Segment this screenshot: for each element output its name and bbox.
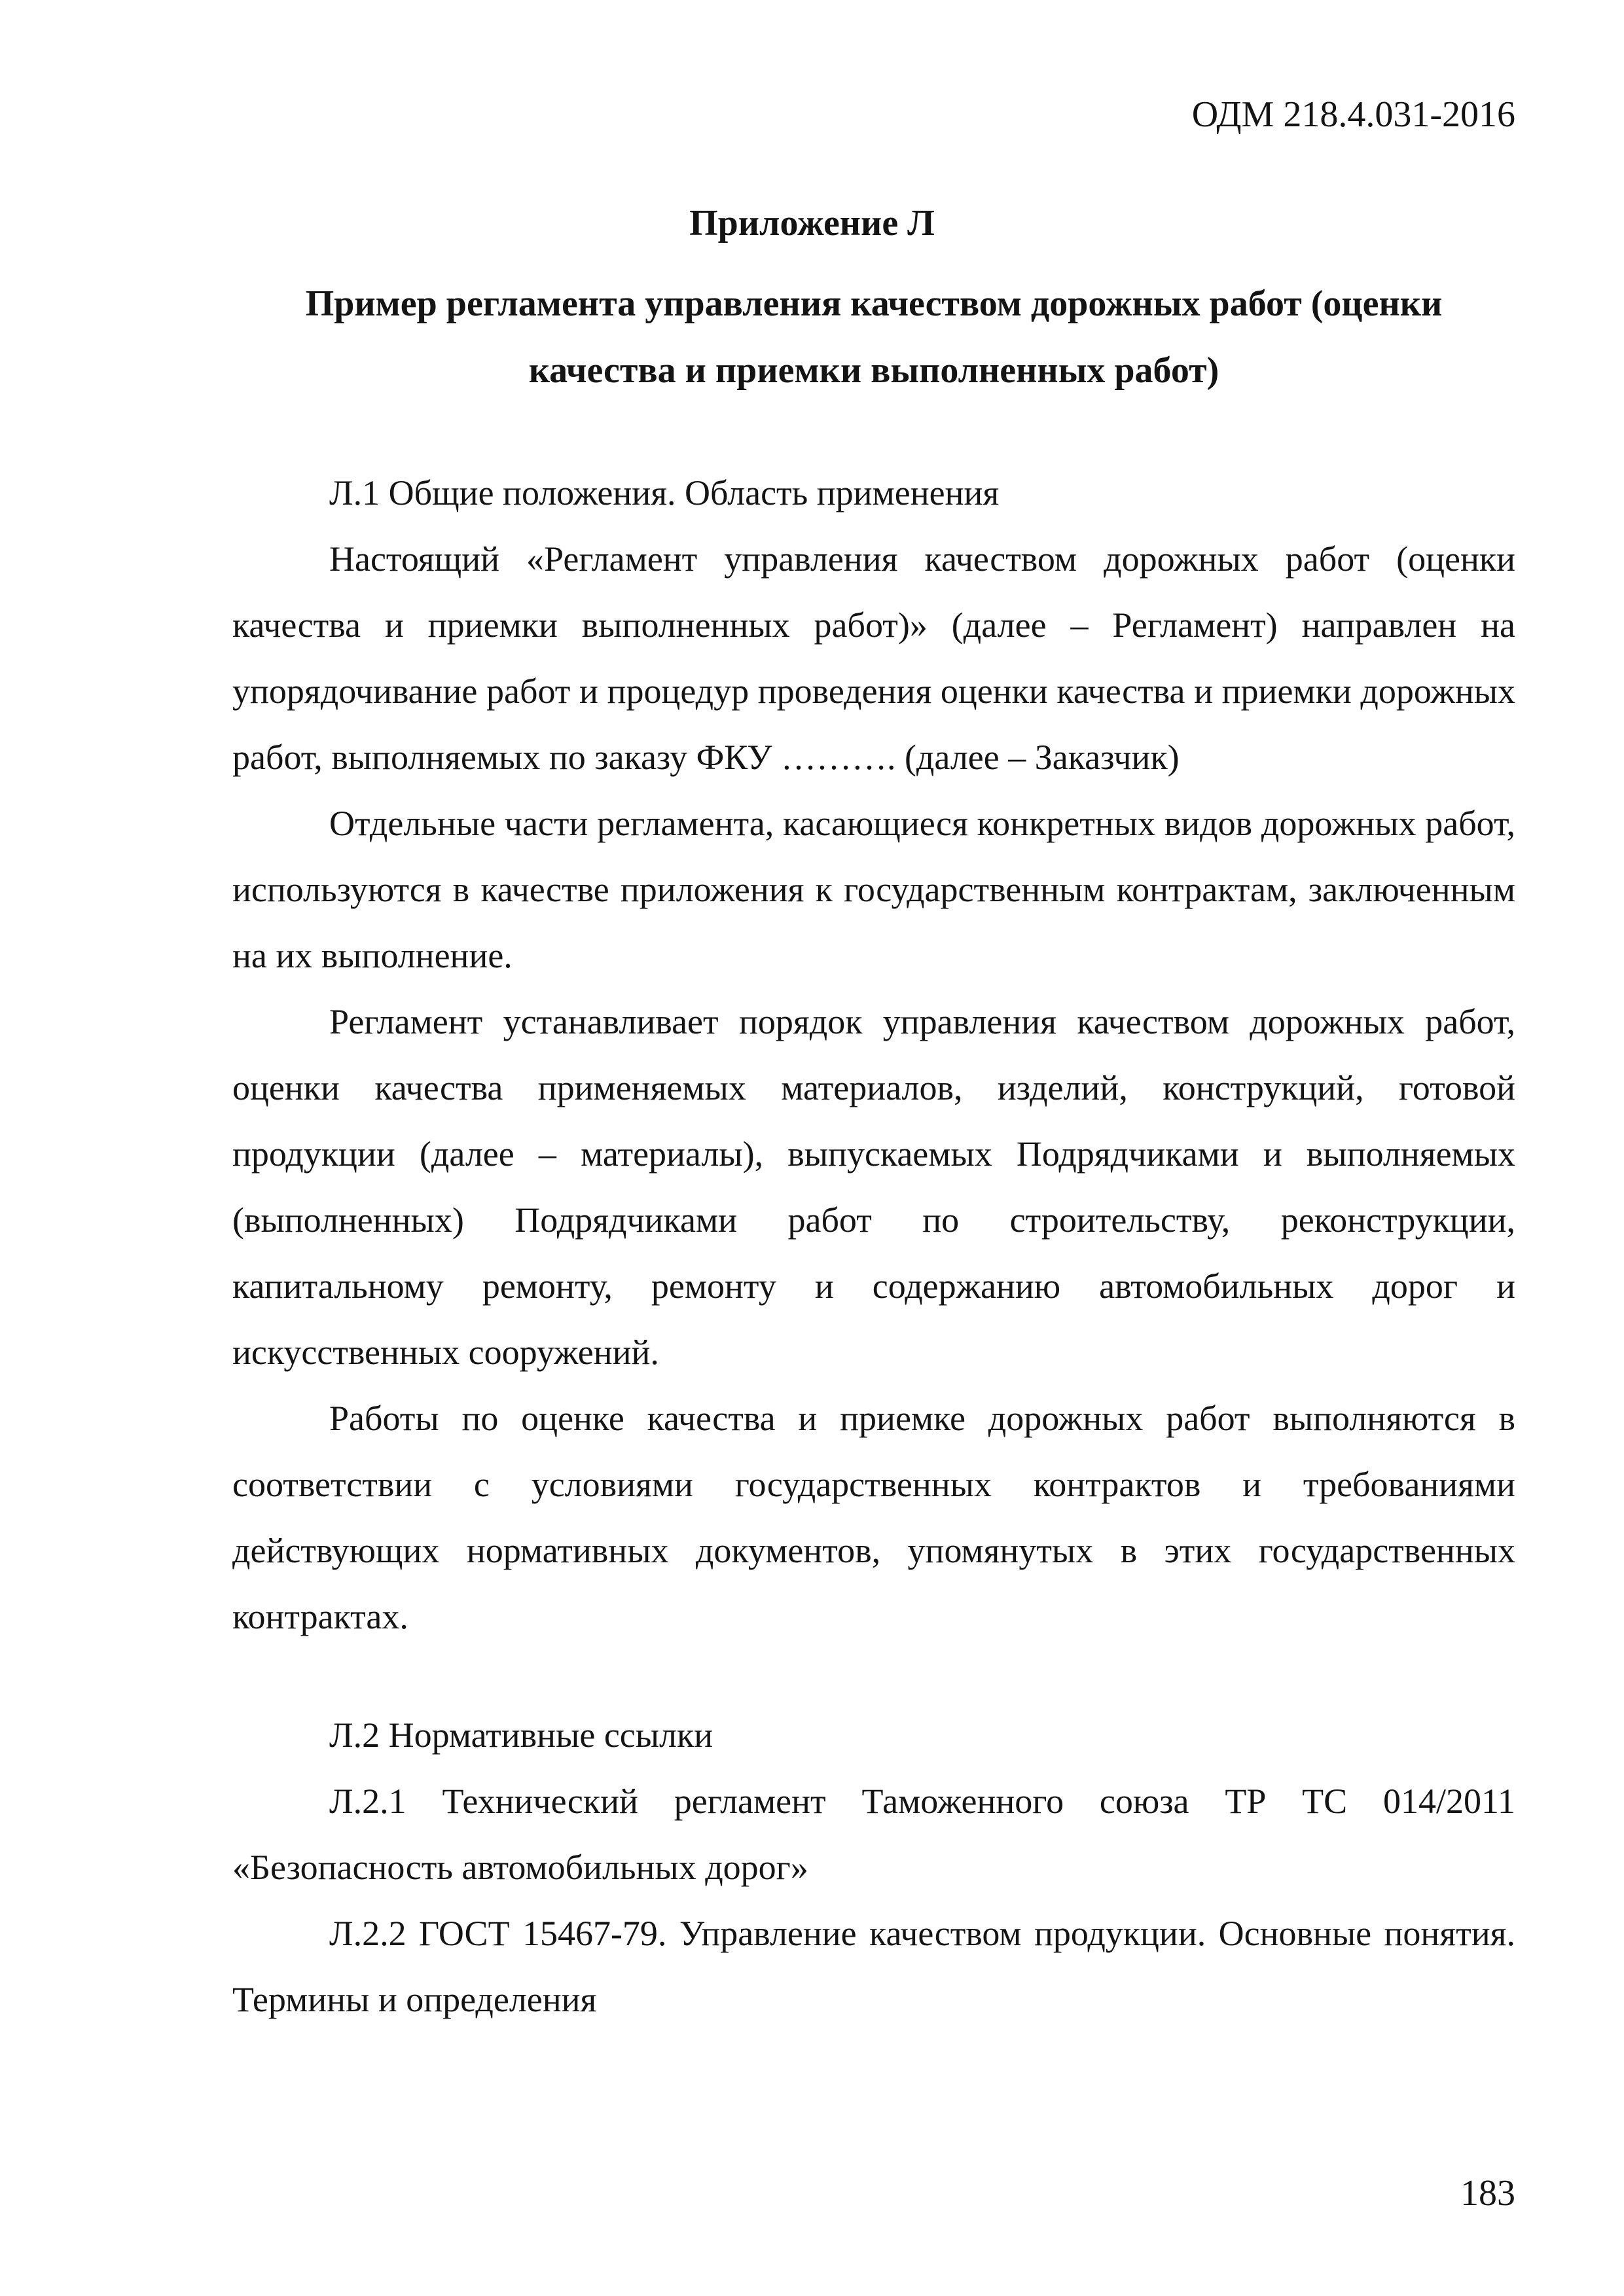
reference-item: Л.2.1 Технический регламент Таможенного союза ТР ТС 014/2011 «Безопасность автомобильных дорог» [232,1782,1515,1887]
section-general-provisions [232,460,1515,1650]
paragraph: Регламент устанавливает порядок управления качеством дорожных работ, оценки качества применяемых материалов, изделий, конструкций, готовой продукции (далее – материалы), выпускаемых Подрядчиками и выполняемых (выполненных) Подрядчиками работ по строительству, реконструкции, капитальному ремонту, ремонту и содержанию автомобильных дорог и искусственных сооружений. [232,1002,1515,1372]
paragraph: Работы по оценке качества и приемке дорожных работ выполняются в соответствии с условиями государственных контрактов и требованиями действующих нормативных документов, упомянутых в этих государственных контрактах. [232,1399,1515,1636]
appendix-subtitle: Пример регламента управления качеством дорожных работ (оценки качества и приемки выполненных работ) [305,283,1443,391]
paragraph: Отдельные части регламента, касающиеся конкретных видов дорожных работ, используются в качестве приложения к государственным контрактам, заключенным на их выполнение. [232,804,1515,975]
appendix-title: Приложение Л [689,203,935,243]
section-normative-references [232,1702,1515,2033]
paragraph: Настоящий «Регламент управления качеством дорожных работ (оценки качества и приемки выполненных работ)» (далее – Регламент) направлен на упорядочивание работ и процедур проведения оценки качества и приемки дорожных работ, выполняемых по заказу ФКУ ………. (далее – Заказчик) [232,539,1515,777]
document-code: ОДМ 218.4.031-2016 [1191,94,1515,135]
section-heading: Л.1 Общие положения. Область применения [329,473,1000,512]
section-heading: Л.2 Нормативные ссылки [329,1715,713,1755]
page-number: 183 [1460,2173,1515,2214]
reference-item: Л.2.2 ГОСТ 15467-79. Управление качеством продукции. Основные понятия. Термины и определения [232,1914,1515,2019]
